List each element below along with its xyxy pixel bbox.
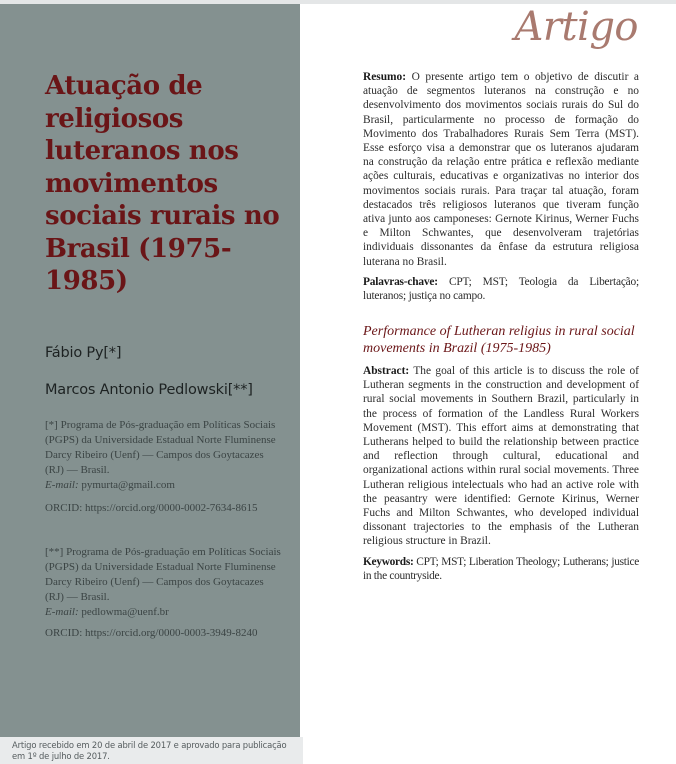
author-affiliation [45, 545, 285, 620]
palavras-chave-paragraph [363, 275, 639, 303]
author-affiliation [45, 418, 285, 493]
author-email[interactable]: pedlowma@uenf.br [81, 606, 169, 618]
affiliation-marker: [*] [45, 419, 58, 431]
english-title: Performance of Lutheran religius in rural social movements in Brazil (1975-1985) [363, 324, 635, 356]
section-label: Artigo [514, 4, 638, 50]
palavras-chave-text: CPT; MST; Teologia da Libertação; luteranos; justiça no campo. [363, 276, 640, 302]
article-title: Atuação de religiosos luteranos nos movimentos sociais rurais no Brasil (1975-1985) [45, 71, 280, 296]
keywords-paragraph [363, 555, 639, 583]
author-email[interactable]: pymurta@gmail.com [81, 479, 175, 491]
email-label: E-mail: [45, 606, 79, 618]
affiliation-text: Programa de Pós-graduação em Políticas Sociais (PGPS) da Universidade Estadual Norte Fluminense Darcy Ribeiro (Uenf) — Campos dos Goytacazes (RJ) — Brasil. [45, 419, 276, 476]
author-orcid[interactable]: ORCID: https://orcid.org/0000-0003-3949-8240 [45, 627, 258, 639]
resumo-text: O presente artigo tem o objetivo de discutir a atuação de segmentos luteranos na construção e no desenvolvimento dos movimentos sociais rurais do Sul do Brasil, particularmente no processo de formação do Movimento dos Trabalhadores Rurais Sem Terra (MST). Esse esforço visa a demonstrar que os luteranos ajudaram na construção da relação entre prática e reflexão mediante ações culturais, educativas e organizativas no interior dos movimentos sociais rurais. Para traçar tal atuação, foram destacados três religiosos luteranos que tiveram função ativa junto aos camponeses: Gernote Kirinus, Werner Fuchs e Milton Schwantes, que desenvolveram trajetórias individuais dissonantes da ênfase da estrutura religiosa luterana no Brasil. [363, 71, 639, 268]
affiliation-text: Programa de Pós-graduação em Políticas Sociais (PGPS) da Universidade Estadual Norte Fluminense Darcy Ribeiro (Uenf) — Campos dos Goytacazes (RJ) — Brasil. [45, 546, 281, 603]
abstract-text: The goal of this article is to discuss the role of Lutheran segments in the construction and development of rural social movements in Southern Brazil, particularly in the process of formation of the Landless Rural Workers Movement (MST). This effort aims at demonstrating that Lutherans helped to build the relationship between practice and reflection through cultural, educational and organizational actions within rural social movements. Three Lutheran religious intelectuals who had an active role with the peasantry were identified: Gernote Kirinus, Werner Fuchs and Milton Schwantes, who developed individual dissonant trajectories to the emphasis of the Lutheran religious structure in Brazil. [363, 365, 639, 548]
keywords-text: CPT; MST; Liberation Theology; Lutherans; justice in the countryside. [363, 556, 639, 582]
resumo-paragraph [363, 70, 639, 269]
author-name: Marcos Antonio Pedlowski[**] [45, 382, 253, 398]
keywords-label: Keywords: [363, 556, 414, 568]
abstract-paragraph [363, 364, 639, 549]
received-note: Artigo recebido em 20 de abril de 2017 e aprovado para publicação em 1º de julho de 2017. [0, 737, 303, 764]
email-label: E-mail: [45, 479, 79, 491]
author-orcid[interactable]: ORCID: https://orcid.org/0000-0002-7634-8615 [45, 502, 258, 514]
resumo-label: Resumo: [363, 71, 407, 83]
palavras-chave-label: Palavras-chave: [363, 276, 438, 288]
affiliation-marker: [**] [45, 546, 64, 558]
abstract-label: Abstract: [363, 365, 410, 377]
author-name: Fábio Py[*] [45, 345, 122, 361]
